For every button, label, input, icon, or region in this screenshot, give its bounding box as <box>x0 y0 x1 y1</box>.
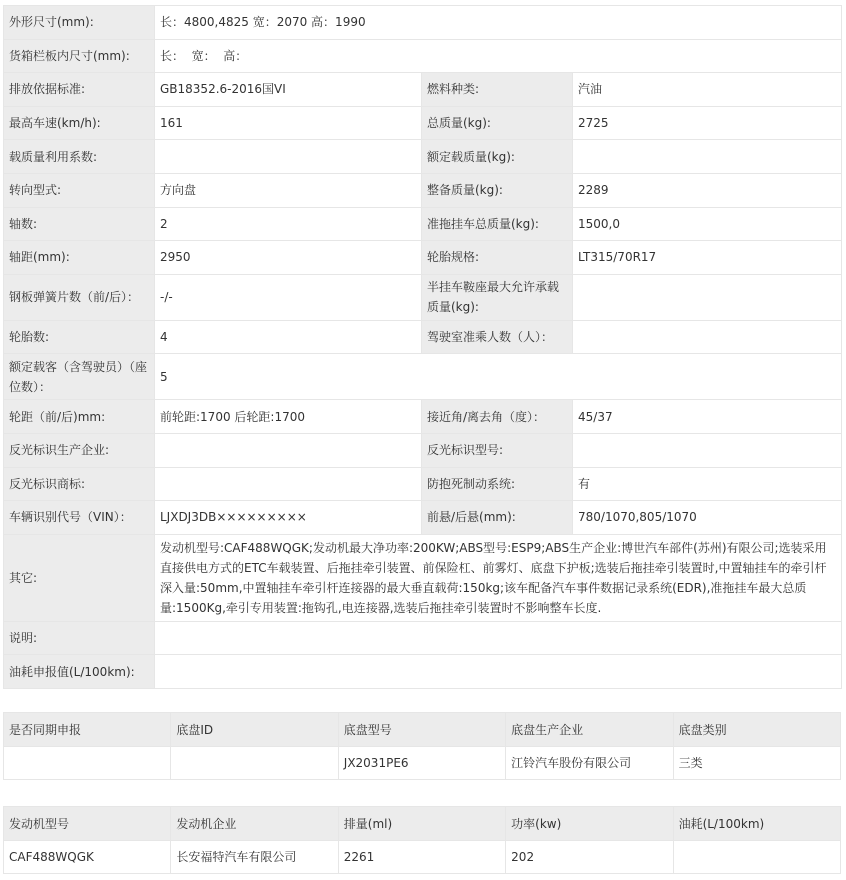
tire-count-label: 轮胎数: <box>4 320 155 354</box>
cab-passengers-value <box>573 320 842 354</box>
table-row <box>4 433 842 467</box>
table-row <box>4 140 842 174</box>
vin-value: LJXDJ3DB××××××××× <box>155 501 422 535</box>
table-cell: 202 <box>506 841 673 874</box>
table-header-row <box>4 807 841 841</box>
curb-mass-label: 整备质量(kg): <box>422 173 573 207</box>
column-header: 底盘生产企业 <box>506 713 673 747</box>
emission-label: 排放依据标准: <box>4 73 155 107</box>
fuel-value: 汽油 <box>573 73 842 107</box>
table-cell <box>4 747 171 780</box>
reflect-maker-label: 反光标识生产企业: <box>4 433 155 467</box>
saddle-load-label: 半挂车鞍座最大允许承载质量(kg): <box>422 274 573 320</box>
table-row <box>4 320 842 354</box>
load-coef-value <box>155 140 422 174</box>
rated-passengers-value: 5 <box>155 354 842 400</box>
table-row <box>4 354 842 400</box>
other-value: 发动机型号:CAF488WQGK;发动机最大净功率:200KW;ABS型号:ESP9;ABS生产企业:博世汽车部件(苏州)有限公司;选装采用直接供电方式的ETC车载装置、后拖挂牵引装置、前保险杠、前雾灯、底盘下护板;选装后拖挂牵引装置时,中置轴挂车的牵引杆深入量:50mm,中置轴挂车牵引杆连接器的最大垂直载荷:150kg;该车配备汽车事件数据记录系统(EDR),准拖挂车最大总质量:1500Kg,牵引专用装置:拖钩孔,电连接器,选装后拖挂牵引装置时不影响整车长度. <box>155 534 842 621</box>
table-row <box>4 106 842 140</box>
table-cell <box>171 747 338 780</box>
leaf-spring-value: -/- <box>155 274 422 320</box>
tire-spec-label: 轮胎规格: <box>422 241 573 275</box>
table-row <box>4 207 842 241</box>
column-header: 发动机型号 <box>4 807 171 841</box>
dimensions-value: 长：4800,4825 宽：2070 高：1990 <box>155 6 842 40</box>
table-cell: CAF488WQGK <box>4 841 171 874</box>
overhang-value: 780/1070,805/1070 <box>573 501 842 535</box>
table-cell: 长安福特汽车有限公司 <box>171 841 338 874</box>
rated-load-value <box>573 140 842 174</box>
wheelbase-label: 轴距(mm): <box>4 241 155 275</box>
load-coef-label: 载质量利用系数: <box>4 140 155 174</box>
angles-label: 接近角/离去角（度）： <box>422 400 573 434</box>
steering-label: 转向型式: <box>4 173 155 207</box>
table-row <box>4 841 841 874</box>
chassis-table <box>3 712 841 780</box>
steering-value: 方向盘 <box>155 173 422 207</box>
angles-value: 45/37 <box>573 400 842 434</box>
table-row <box>4 655 842 689</box>
max-speed-label: 最高车速(km/h): <box>4 106 155 140</box>
axles-label: 轴数: <box>4 207 155 241</box>
reflect-brand-label: 反光标识商标: <box>4 467 155 501</box>
trailer-mass-value: 1500,0 <box>573 207 842 241</box>
cargo-inner-label: 货箱栏板内尺寸(mm): <box>4 39 155 73</box>
track-label: 轮距（前/后)mm: <box>4 400 155 434</box>
note-value <box>155 621 842 655</box>
vehicle-params-table <box>3 5 842 689</box>
table-row <box>4 39 842 73</box>
reflect-brand-value <box>155 467 422 501</box>
rated-passengers-label: 额定载客（含驾驶员）（座位数）： <box>4 354 155 400</box>
tire-spec-value: LT315/70R17 <box>573 241 842 275</box>
table-cell <box>673 841 840 874</box>
table-row <box>4 73 842 107</box>
fuel-label: 燃料种类: <box>422 73 573 107</box>
track-value: 前轮距:1700 后轮距:1700 <box>155 400 422 434</box>
table-row <box>4 501 842 535</box>
table-row <box>4 534 842 621</box>
gross-mass-label: 总质量(kg): <box>422 106 573 140</box>
trailer-mass-label: 准拖挂车总质量(kg): <box>422 207 573 241</box>
table-cell: 2261 <box>338 841 505 874</box>
table-row <box>4 274 842 320</box>
leaf-spring-label: 钢板弹簧片数（前/后）： <box>4 274 155 320</box>
column-header: 发动机企业 <box>171 807 338 841</box>
column-header: 是否同期申报 <box>4 713 171 747</box>
vin-label: 车辆识别代号（VIN）： <box>4 501 155 535</box>
fuel-consumption-value <box>155 655 842 689</box>
max-speed-value: 161 <box>155 106 422 140</box>
table-row <box>4 621 842 655</box>
reflect-maker-value <box>155 433 422 467</box>
saddle-load-value <box>573 274 842 320</box>
column-header: 底盘ID <box>171 713 338 747</box>
wheelbase-value: 2950 <box>155 241 422 275</box>
reflect-model-label: 反光标识型号: <box>422 433 573 467</box>
column-header: 底盘类别 <box>673 713 840 747</box>
table-header-row <box>4 713 841 747</box>
table-row <box>4 241 842 275</box>
column-header: 底盘型号 <box>338 713 505 747</box>
table-cell: 江铃汽车股份有限公司 <box>506 747 673 780</box>
overhang-label: 前悬/后悬(mm): <box>422 501 573 535</box>
table-cell: JX2031PE6 <box>338 747 505 780</box>
column-header: 功率(kw) <box>506 807 673 841</box>
abs-label: 防抱死制动系统: <box>422 467 573 501</box>
other-label: 其它: <box>4 534 155 621</box>
table-row <box>4 173 842 207</box>
abs-value: 有 <box>573 467 842 501</box>
cargo-inner-value: 长： 宽： 高： <box>155 39 842 73</box>
emission-value: GB18352.6-2016国VI <box>155 73 422 107</box>
table-row <box>4 6 842 40</box>
cab-passengers-label: 驾驶室准乘人数（人）： <box>422 320 573 354</box>
column-header: 油耗(L/100km) <box>673 807 840 841</box>
axles-value: 2 <box>155 207 422 241</box>
fuel-consumption-label: 油耗申报值(L/100km): <box>4 655 155 689</box>
table-row <box>4 747 841 780</box>
note-label: 说明: <box>4 621 155 655</box>
table-row <box>4 467 842 501</box>
tire-count-value: 4 <box>155 320 422 354</box>
table-cell: 三类 <box>673 747 840 780</box>
table-row <box>4 400 842 434</box>
column-header: 排量(ml) <box>338 807 505 841</box>
curb-mass-value: 2289 <box>573 173 842 207</box>
engine-table <box>3 806 841 874</box>
reflect-model-value <box>573 433 842 467</box>
dimensions-label: 外形尺寸(mm): <box>4 6 155 40</box>
gross-mass-value: 2725 <box>573 106 842 140</box>
rated-load-label: 额定载质量(kg): <box>422 140 573 174</box>
